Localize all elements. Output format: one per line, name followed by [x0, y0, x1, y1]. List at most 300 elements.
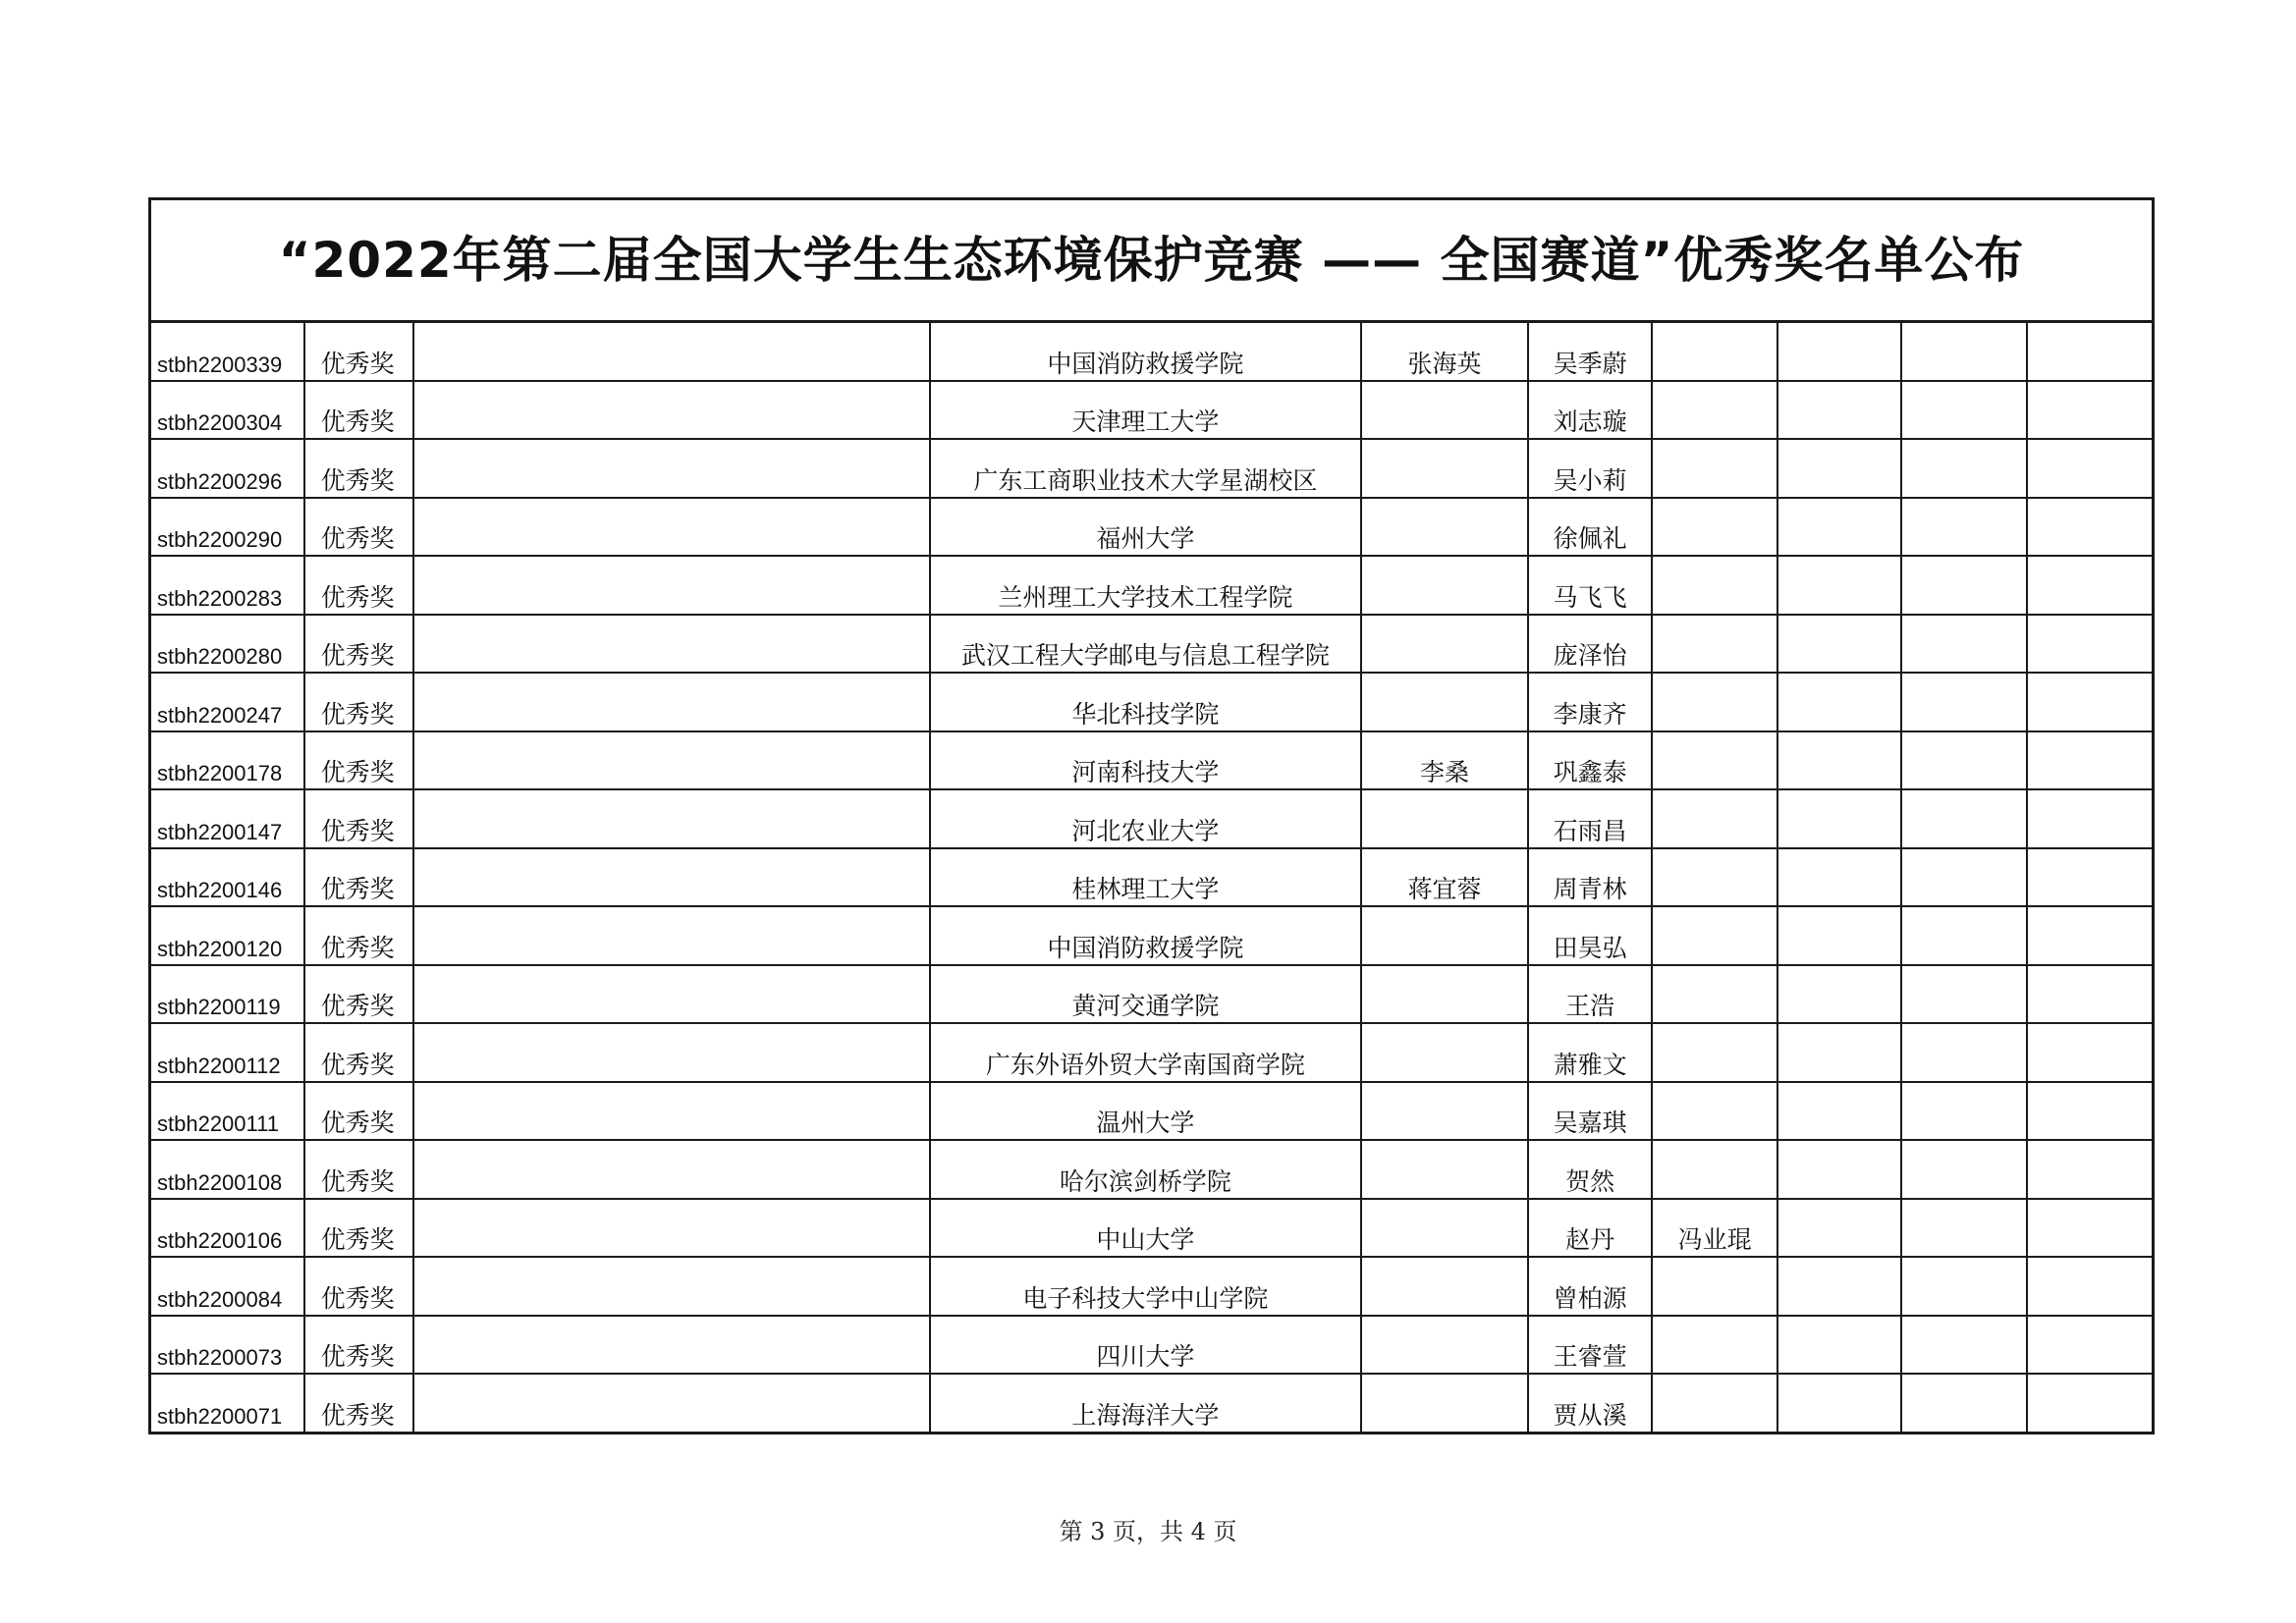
member-cell	[1528, 556, 1652, 615]
member-cell-text: 吴季蔚	[1553, 349, 1627, 378]
member-cell-text: 冯业琨	[1677, 1225, 1752, 1254]
member-cell-text	[1653, 434, 1777, 438]
member-cell-text	[1778, 784, 1900, 788]
member-cell	[1901, 1316, 2027, 1375]
member-cell-text: 石雨昌	[1553, 816, 1627, 845]
work-title-cell-text	[414, 551, 929, 555]
entry-id-cell-text: stbh2200071	[157, 1403, 283, 1429]
award-cell-text: 优秀奖	[320, 875, 395, 903]
award-cell-text: 优秀奖	[320, 407, 395, 436]
work-title-cell	[413, 1199, 930, 1258]
member-cell	[1777, 439, 1901, 498]
entry-id-cell	[150, 381, 304, 440]
member-cell-text	[1778, 551, 1900, 555]
advisor-cell-text: 李桑	[1420, 758, 1470, 786]
school-cell-text: 电子科技大学中山学院	[1022, 1283, 1269, 1313]
member-cell	[1652, 615, 1777, 674]
member-cell	[1901, 439, 2027, 498]
member-cell-text	[2028, 1077, 2152, 1081]
member-cell-text	[1653, 1428, 1777, 1432]
work-title-cell-text	[414, 376, 929, 380]
member-cell	[1652, 439, 1777, 498]
member-cell	[1652, 1316, 1777, 1375]
member-cell	[1652, 673, 1777, 731]
member-cell	[1901, 789, 2027, 848]
advisor-cell	[1361, 1257, 1528, 1316]
page-footer: 第 3 页，共 4 页	[1059, 1518, 1237, 1545]
member-cell-text	[1653, 843, 1777, 847]
member-cell-text	[1778, 1369, 1900, 1373]
member-cell	[2027, 673, 2153, 731]
entry-id-cell	[150, 848, 304, 907]
member-cell-text	[2028, 434, 2152, 438]
entry-id-cell	[150, 673, 304, 731]
member-cell-text	[1902, 434, 2026, 438]
member-cell-text	[1653, 493, 1777, 497]
member-cell	[1652, 1082, 1777, 1141]
entry-id-cell	[150, 1140, 304, 1199]
member-cell	[1528, 789, 1652, 848]
member-cell-text	[1778, 1018, 1900, 1022]
member-cell	[1901, 1374, 2027, 1433]
advisor-cell	[1361, 789, 1528, 848]
school-cell-text: 武汉工程大学邮电与信息工程学院	[960, 641, 1330, 670]
advisor-cell	[1361, 1316, 1528, 1375]
member-cell-text	[2028, 610, 2152, 614]
advisor-cell	[1361, 1140, 1528, 1199]
member-cell	[1901, 1257, 2027, 1316]
advisor-cell	[1361, 1023, 1528, 1082]
award-cell	[304, 1199, 413, 1258]
table-row	[150, 731, 2154, 790]
member-cell	[2027, 1257, 2153, 1316]
work-title-cell-text	[414, 668, 929, 672]
award-cell	[304, 1316, 413, 1375]
work-title-cell	[413, 848, 930, 907]
table-row	[150, 381, 2154, 440]
advisor-cell	[1361, 731, 1528, 790]
award-cell	[304, 848, 413, 907]
member-cell-text	[1902, 1428, 2026, 1432]
member-cell	[1901, 848, 2027, 907]
advisor-cell-text	[1362, 1018, 1527, 1022]
school-cell	[930, 1257, 1361, 1316]
work-title-cell-text	[414, 784, 929, 788]
advisor-cell-text: 蒋宜蓉	[1407, 875, 1482, 903]
award-cell	[304, 906, 413, 965]
table-row	[150, 673, 2154, 731]
member-cell-text	[2028, 376, 2152, 380]
member-cell	[1777, 848, 1901, 907]
member-cell	[1652, 556, 1777, 615]
school-cell	[930, 1374, 1361, 1433]
school-cell	[930, 1316, 1361, 1375]
work-title-cell	[413, 1082, 930, 1141]
member-cell	[2027, 1023, 2153, 1082]
work-title-cell-text	[414, 727, 929, 730]
member-cell	[1528, 906, 1652, 965]
entry-id-cell	[150, 1023, 304, 1082]
award-cell	[304, 1257, 413, 1316]
school-cell	[930, 673, 1361, 731]
member-cell-text	[1902, 784, 2026, 788]
member-cell	[1901, 1082, 2027, 1141]
member-cell-text	[1653, 1194, 1777, 1198]
member-cell	[1901, 731, 2027, 790]
member-cell-text	[1653, 1369, 1777, 1373]
member-cell	[1528, 498, 1652, 557]
award-cell	[304, 615, 413, 674]
work-title-cell	[413, 965, 930, 1024]
member-cell-text	[1778, 1135, 1900, 1139]
school-cell	[930, 1023, 1361, 1082]
entry-id-cell-text: stbh2200339	[157, 352, 283, 377]
member-cell-text	[2028, 901, 2152, 905]
work-title-cell	[413, 381, 930, 440]
member-cell-text	[1653, 1018, 1777, 1022]
member-cell-text	[2028, 784, 2152, 788]
award-cell	[304, 965, 413, 1024]
member-cell-text	[1778, 1194, 1900, 1198]
advisor-cell	[1361, 381, 1528, 440]
advisor-cell-text	[1362, 1311, 1527, 1315]
work-title-cell-text	[414, 1311, 929, 1315]
member-cell-text: 周青林	[1553, 875, 1627, 903]
entry-id-cell-text: stbh2200111	[157, 1111, 279, 1136]
member-cell	[2027, 556, 2153, 615]
work-title-cell	[413, 556, 930, 615]
school-cell	[930, 848, 1361, 907]
member-cell	[1901, 615, 2027, 674]
member-cell	[1777, 673, 1901, 731]
member-cell	[1528, 1082, 1652, 1141]
member-cell	[2027, 498, 2153, 557]
entry-id-cell-text: stbh2200283	[157, 585, 283, 611]
member-cell-text	[1902, 901, 2026, 905]
member-cell-text: 王浩	[1565, 992, 1615, 1020]
member-cell	[1652, 1140, 1777, 1199]
award-cell	[304, 1082, 413, 1141]
table-row	[150, 906, 2154, 965]
table-row	[150, 789, 2154, 848]
entry-id-cell-text: stbh2200146	[157, 878, 283, 902]
entry-id-cell	[150, 789, 304, 848]
advisor-cell	[1361, 556, 1528, 615]
member-cell	[1777, 906, 1901, 965]
table-row	[150, 322, 2154, 381]
member-cell	[1901, 1140, 2027, 1199]
member-cell-text	[1778, 1311, 1900, 1315]
entry-id-cell	[150, 1257, 304, 1316]
school-cell-text: 广东外语外贸大学南国商学院	[985, 1050, 1305, 1079]
award-cell-text: 优秀奖	[320, 1283, 395, 1313]
school-cell	[930, 1140, 1361, 1199]
work-title-cell-text	[414, 434, 929, 438]
member-cell	[1652, 1023, 1777, 1082]
school-cell	[930, 965, 1361, 1024]
advisor-cell-text	[1362, 843, 1527, 847]
member-cell	[1652, 789, 1777, 848]
advisor-cell-text	[1362, 434, 1527, 438]
member-cell	[1528, 1199, 1652, 1258]
member-cell-text: 赵丹	[1565, 1225, 1615, 1254]
award-cell-text: 优秀奖	[320, 992, 395, 1020]
school-cell-text: 温州大学	[1096, 1109, 1195, 1137]
member-cell-text	[2028, 1369, 2152, 1373]
school-cell	[930, 439, 1361, 498]
member-cell-text	[1653, 376, 1777, 380]
table-row	[150, 1316, 2154, 1375]
entry-id-cell-text: stbh2200108	[157, 1169, 283, 1195]
entry-id-cell-text: stbh2200106	[157, 1228, 283, 1253]
member-cell	[2027, 848, 2153, 907]
member-cell	[1652, 1374, 1777, 1433]
school-cell-text: 桂林理工大学	[1071, 875, 1220, 903]
school-cell-text: 河南科技大学	[1071, 758, 1220, 786]
page-title: “2022年第二届全国大学生生态环境保护竞赛 —— 全国赛道”优秀奖名单公布	[150, 199, 2154, 322]
member-cell	[1777, 1140, 1901, 1199]
member-cell-text	[1902, 1194, 2026, 1198]
entry-id-cell-text: stbh2200247	[157, 702, 283, 728]
member-cell	[2027, 1374, 2153, 1433]
member-cell	[1528, 381, 1652, 440]
member-cell-text: 吴小莉	[1553, 465, 1627, 495]
school-cell-text: 河北农业大学	[1071, 816, 1220, 845]
member-cell-text: 庞泽怡	[1553, 641, 1627, 670]
work-title-cell	[413, 1374, 930, 1433]
entry-id-cell-text: stbh2200304	[157, 410, 283, 435]
work-title-cell	[413, 498, 930, 557]
member-cell	[1652, 965, 1777, 1024]
advisor-cell	[1361, 906, 1528, 965]
work-title-cell-text	[414, 1077, 929, 1081]
work-title-cell-text	[414, 493, 929, 497]
award-cell	[304, 1374, 413, 1433]
work-title-cell-text	[414, 901, 929, 905]
entry-id-cell-text: stbh2200119	[157, 995, 281, 1019]
school-cell	[930, 498, 1361, 557]
school-cell-text: 中国消防救援学院	[1047, 349, 1244, 378]
member-cell	[1528, 322, 1652, 381]
member-cell	[2027, 906, 2153, 965]
work-title-cell	[413, 1316, 930, 1375]
member-cell	[1528, 1140, 1652, 1199]
entry-id-cell-text: stbh2200073	[157, 1345, 283, 1370]
member-cell-text: 吴嘉琪	[1553, 1109, 1627, 1137]
award-cell-text: 优秀奖	[320, 582, 395, 612]
award-cell	[304, 322, 413, 381]
work-title-cell-text	[414, 1194, 929, 1198]
entry-id-cell	[150, 1082, 304, 1141]
school-cell	[930, 322, 1361, 381]
advisor-cell	[1361, 673, 1528, 731]
award-cell-text: 优秀奖	[320, 1400, 395, 1430]
work-title-cell-text	[414, 1428, 929, 1432]
member-cell	[1652, 731, 1777, 790]
member-cell-text	[1902, 1077, 2026, 1081]
award-cell-text: 优秀奖	[320, 641, 395, 670]
entry-id-cell-text: stbh2200296	[157, 468, 283, 494]
member-cell-text: 李康齐	[1553, 699, 1627, 729]
school-cell-text: 兰州理工大学技术工程学院	[998, 582, 1293, 612]
award-cell-text: 优秀奖	[320, 758, 395, 786]
member-cell-text: 曾柏源	[1553, 1283, 1627, 1313]
member-cell	[1777, 322, 1901, 381]
member-cell-text	[1653, 668, 1777, 672]
member-cell-text	[2028, 960, 2152, 964]
member-cell	[1528, 1257, 1652, 1316]
table-row	[150, 1257, 2154, 1316]
entry-id-cell-text: stbh2200147	[157, 819, 283, 844]
member-cell	[1528, 673, 1652, 731]
member-cell-text	[1902, 551, 2026, 555]
advisor-cell-text	[1362, 1428, 1527, 1432]
member-cell-text	[1653, 610, 1777, 614]
entry-id-cell	[150, 615, 304, 674]
member-cell	[1777, 381, 1901, 440]
award-cell	[304, 439, 413, 498]
member-cell-text	[1778, 493, 1900, 497]
award-cell-text: 优秀奖	[320, 1109, 395, 1137]
member-cell	[1777, 498, 1901, 557]
work-title-cell	[413, 789, 930, 848]
school-cell	[930, 556, 1361, 615]
award-cell-text: 优秀奖	[320, 1225, 395, 1254]
member-cell	[1901, 556, 2027, 615]
advisor-cell	[1361, 1082, 1528, 1141]
work-title-cell	[413, 322, 930, 381]
award-cell-text: 优秀奖	[320, 933, 395, 962]
entry-id-cell	[150, 731, 304, 790]
member-cell	[2027, 439, 2153, 498]
school-cell-text: 天津理工大学	[1071, 407, 1220, 436]
member-cell	[2027, 789, 2153, 848]
member-cell-text	[1653, 1077, 1777, 1081]
work-title-cell-text	[414, 1369, 929, 1373]
school-cell-text: 四川大学	[1096, 1342, 1195, 1371]
award-cell	[304, 1140, 413, 1199]
table-row	[150, 556, 2154, 615]
member-cell	[1528, 1374, 1652, 1433]
school-cell	[930, 381, 1361, 440]
member-cell	[1652, 322, 1777, 381]
award-cell	[304, 1023, 413, 1082]
advisor-cell-text	[1362, 1135, 1527, 1139]
member-cell	[1777, 731, 1901, 790]
member-cell	[1528, 965, 1652, 1024]
member-cell	[1528, 1023, 1652, 1082]
award-cell-text: 优秀奖	[320, 1166, 395, 1196]
member-cell-text	[1778, 727, 1900, 730]
work-title-cell-text	[414, 1135, 929, 1139]
member-cell-text: 王睿萱	[1553, 1342, 1627, 1371]
member-cell-text: 巩鑫泰	[1553, 758, 1627, 786]
member-cell-text	[1902, 1311, 2026, 1315]
work-title-cell-text	[414, 1018, 929, 1022]
award-cell	[304, 381, 413, 440]
member-cell-text	[1902, 1018, 2026, 1022]
member-cell	[2027, 381, 2153, 440]
entry-id-cell	[150, 439, 304, 498]
work-title-cell-text	[414, 960, 929, 964]
advisor-cell-text	[1362, 668, 1527, 672]
school-cell	[930, 1082, 1361, 1141]
member-cell-text	[1653, 551, 1777, 555]
member-cell	[2027, 1199, 2153, 1258]
advisor-cell	[1361, 848, 1528, 907]
member-cell	[1528, 848, 1652, 907]
school-cell	[930, 789, 1361, 848]
member-cell	[2027, 615, 2153, 674]
member-cell	[1652, 1199, 1777, 1258]
award-cell-text: 优秀奖	[320, 1342, 395, 1371]
entry-id-cell	[150, 1199, 304, 1258]
table-row	[150, 498, 2154, 557]
member-cell	[1652, 498, 1777, 557]
member-cell-text	[1778, 610, 1900, 614]
member-cell	[1901, 906, 2027, 965]
school-cell	[930, 906, 1361, 965]
award-cell	[304, 498, 413, 557]
member-cell	[1901, 965, 2027, 1024]
member-cell	[2027, 1082, 2153, 1141]
school-cell-text: 哈尔滨剑桥学院	[1059, 1166, 1231, 1196]
member-cell-text	[1902, 960, 2026, 964]
work-title-cell	[413, 615, 930, 674]
advisor-cell	[1361, 439, 1528, 498]
work-title-cell	[413, 1140, 930, 1199]
member-cell-text	[1653, 960, 1777, 964]
table-row	[150, 1140, 2154, 1199]
table-row	[150, 1199, 2154, 1258]
entry-id-cell	[150, 556, 304, 615]
work-title-cell	[413, 439, 930, 498]
advisor-cell	[1361, 1199, 1528, 1258]
member-cell	[1901, 1199, 2027, 1258]
table-row	[150, 1082, 2154, 1141]
member-cell	[1777, 615, 1901, 674]
award-cell	[304, 556, 413, 615]
member-cell-text: 马飞飞	[1553, 582, 1627, 612]
member-cell-text	[1902, 376, 2026, 380]
member-cell	[2027, 1316, 2153, 1375]
work-title-cell-text	[414, 610, 929, 614]
member-cell-text	[2028, 493, 2152, 497]
award-cell-text: 优秀奖	[320, 816, 395, 845]
member-cell-text	[1653, 1135, 1777, 1139]
table-row	[150, 1374, 2154, 1433]
member-cell-text	[2028, 843, 2152, 847]
entry-id-cell-text: stbh2200280	[157, 644, 283, 669]
member-cell-text	[2028, 1018, 2152, 1022]
work-title-cell-text	[414, 1252, 929, 1256]
work-title-cell	[413, 1257, 930, 1316]
member-cell-text	[2028, 1428, 2152, 1432]
school-cell-text: 中国消防救援学院	[1047, 933, 1244, 962]
member-cell-text	[1653, 784, 1777, 788]
member-cell	[2027, 965, 2153, 1024]
award-cell	[304, 673, 413, 731]
advisor-cell-text	[1362, 610, 1527, 614]
school-cell-text: 黄河交通学院	[1071, 992, 1220, 1020]
member-cell-text	[1778, 960, 1900, 964]
member-cell-text	[1778, 901, 1900, 905]
member-cell-text: 萧雅文	[1553, 1050, 1627, 1079]
entry-id-cell-text: stbh2200178	[157, 761, 283, 785]
member-cell	[2027, 1140, 2153, 1199]
member-cell-text	[2028, 1252, 2152, 1256]
member-cell	[1901, 381, 2027, 440]
